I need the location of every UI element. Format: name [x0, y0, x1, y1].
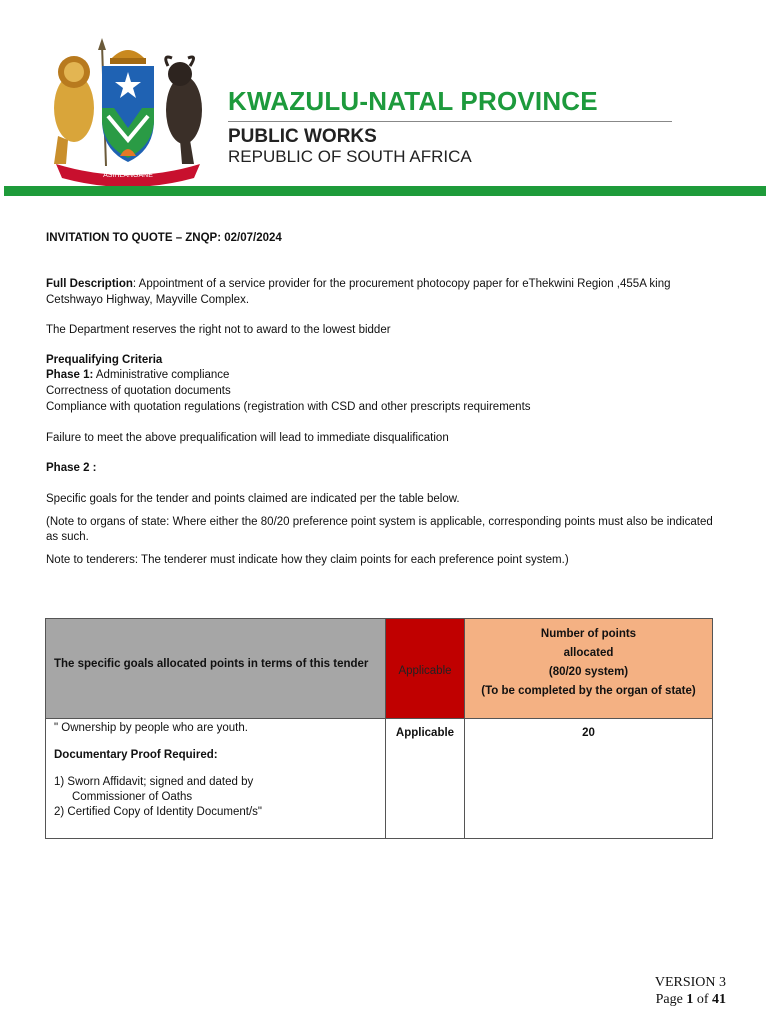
table-row — [46, 719, 713, 839]
row-goal-proof-heading: Documentary Proof Required: — [54, 749, 218, 761]
row-goal-proof-item-1-cont: Commissioner of Oaths — [72, 791, 193, 803]
table-header-row — [46, 619, 713, 719]
full-description-label: Full Description — [46, 278, 133, 290]
row-goal-proof-item-1: 1) Sworn Affidavit; signed and dated by — [54, 776, 254, 788]
note-organs-line-2: as such. — [46, 531, 89, 543]
page-number — [655, 991, 726, 1008]
phase-1-label: Phase 1: — [46, 369, 94, 381]
note-organs-line-1: (Note to organs of state: Where either the 80/20 preference point system is applicable, corresponding points must also be indicated — [46, 516, 713, 528]
province-title: KWAZULU-NATAL PROVINCE — [228, 86, 598, 116]
page-total: 41 — [712, 992, 726, 1007]
coat-of-arms-icon — [44, 36, 212, 186]
row-specific-goal — [46, 719, 386, 839]
note-tenderers: Note to tenderers: The tenderer must indicate how they claim points for each preference point system.) — [46, 554, 569, 566]
row-goal-line-1: " Ownership by people who are youth. — [54, 722, 248, 734]
full-description-line-1 — [46, 276, 671, 292]
row-applicable: Applicable — [386, 719, 465, 839]
specific-goals-table — [45, 618, 713, 839]
page-of: of — [693, 992, 712, 1007]
department-name: PUBLIC WORKS — [228, 126, 377, 147]
republic-name: REPUBLIC OF SOUTH AFRICA — [228, 147, 472, 166]
header-specific-goals: The specific goals allocated points in terms of this tender — [46, 619, 386, 719]
header-number-of-points — [465, 619, 713, 719]
full-description-text: : Appointment of a service provider for the procurement photocopy paper for eThekwini Region ,455A king — [132, 278, 671, 290]
row-goal-proof-item-2: 2) Certified Copy of Identity Document/s" — [54, 806, 262, 818]
header-divider-bar — [4, 186, 766, 196]
header-points-line-2: allocated — [563, 647, 614, 659]
version-label: VERSION 3 — [654, 975, 726, 990]
prequalifying-heading: Prequalifying Criteria — [46, 354, 163, 366]
failure-statement: Failure to meet the above prequalification will lead to immediate disqualification — [46, 432, 449, 444]
page-header — [0, 0, 770, 200]
header-points-line-4: (To be completed by the organ of state) — [481, 685, 696, 697]
crest-motto: ASIHLANGANE — [103, 172, 153, 179]
page-current: 1 — [686, 992, 694, 1007]
criteria-item-2: Compliance with quotation regulations (registration with CSD and other prescripts requirements — [46, 401, 531, 413]
page-footer — [655, 974, 726, 1008]
phase-1-text: Administrative compliance — [93, 369, 230, 381]
phase-2-heading: Phase 2 : — [46, 462, 97, 474]
phase-1-line — [46, 367, 229, 383]
header-points-line-1: Number of points — [540, 628, 637, 640]
full-description-line-2: Cetshwayo Highway, Mayville Complex. — [46, 294, 250, 306]
document-title: INVITATION TO QUOTE – ZNQP: 02/07/2024 — [46, 232, 282, 244]
row-points: 20 — [465, 719, 713, 839]
title-divider — [228, 121, 672, 122]
header-applicable: Applicable — [386, 619, 465, 719]
header-points-line-3: (80/20 system) — [548, 666, 629, 678]
page-prefix: Page — [655, 992, 687, 1007]
specific-goals-text: Specific goals for the tender and points claimed are indicated per the table below. — [46, 493, 460, 505]
criteria-item-1: Correctness of quotation documents — [46, 385, 231, 397]
reserve-statement: The Department reserves the right not to award to the lowest bidder — [46, 324, 391, 336]
